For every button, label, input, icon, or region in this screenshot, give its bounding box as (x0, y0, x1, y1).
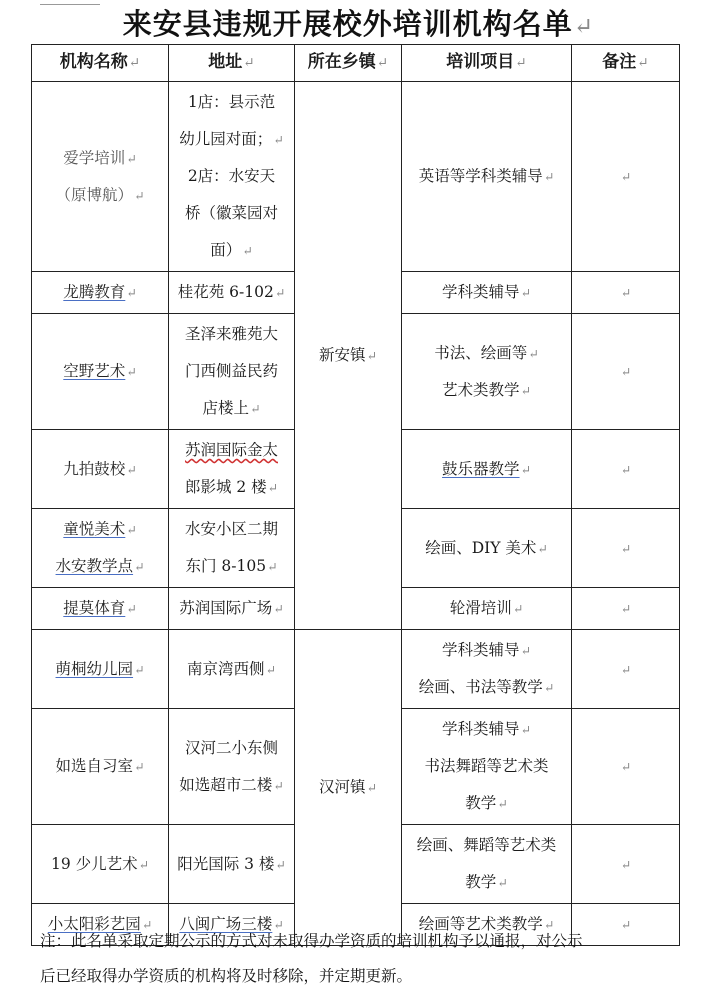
program-line: 艺术类教学↵ (442, 380, 531, 399)
training-program (402, 509, 572, 588)
address-line: 桂花苑 6-102↵ (177, 283, 286, 301)
institution-address (169, 588, 295, 630)
institution-name (32, 82, 169, 272)
footnote (40, 924, 680, 994)
program-line: 学科类辅导↵ (442, 283, 531, 301)
remark-cell: ↵ (572, 82, 680, 272)
training-program (402, 272, 572, 314)
address-line: 汉河二小东侧 (184, 738, 278, 757)
program-line: 绘画、书法等教学↵ (418, 678, 555, 696)
institution-address (169, 709, 295, 825)
remark-cell: ↵ (572, 314, 680, 430)
town-xinan: 新安镇↵ (295, 82, 402, 630)
table-row (32, 630, 680, 709)
table-row (32, 82, 680, 272)
program-line: 鼓乐器教学↵ (442, 459, 531, 478)
remark-cell: ↵ (572, 709, 680, 825)
institution-address (169, 509, 295, 588)
town-hanhe: 汉河镇↵ (295, 630, 402, 946)
institution-address (169, 825, 295, 904)
address-line: 如选超市二楼↵ (179, 775, 284, 794)
name-line: 如选自习室↵ (55, 757, 145, 775)
institution-name (32, 509, 169, 588)
name-line: （原博航）↵ (55, 185, 145, 204)
institution-name (32, 430, 169, 509)
address-line: 苏润国际广场↵ (179, 599, 284, 617)
remark-cell: ↵ (572, 272, 680, 314)
address-line: 东门 8-105↵ (185, 557, 278, 575)
institution-table (31, 44, 680, 946)
remark-cell: ↵ (572, 904, 680, 946)
training-program (402, 588, 572, 630)
program-line: 学科类辅导↵ (442, 641, 531, 659)
training-program (402, 314, 572, 430)
institution-address (169, 272, 295, 314)
name-line: 空野艺术↵ (63, 362, 137, 380)
institution-address (169, 430, 295, 509)
name-line: 小太阳彩艺园↵ (47, 915, 153, 933)
address-line: 苏润国际金太 (184, 441, 278, 459)
institution-name (32, 272, 169, 314)
institution-name (32, 588, 169, 630)
header-town: 所在乡镇↵ (295, 45, 402, 82)
institution-name (32, 630, 169, 709)
institution-address (169, 630, 295, 709)
program-line: 教学↵ (465, 873, 508, 891)
address-line: 桥（徽菜园对 (184, 204, 278, 222)
address-line: 面）↵ (210, 241, 253, 259)
table-header-row (32, 45, 680, 82)
name-line: 萌桐幼儿园↵ (55, 659, 145, 678)
institution-name (32, 314, 169, 430)
name-line: 水安教学点↵ (55, 557, 145, 575)
program-line: 绘画等艺术类教学↵ (418, 915, 555, 933)
address-line: 1店：县示范 (187, 93, 276, 111)
training-program (402, 709, 572, 825)
footnote-line: 注：此名单采取定期公示的方式对未取得办学资质的培训机构予以通报，对公示 (40, 932, 583, 950)
header-address: 地址↵ (169, 45, 295, 82)
program-line: 绘画、DIY 美术↵ (425, 538, 548, 557)
address-line: 南京湾西侧↵ (187, 659, 276, 678)
address-line: 幼儿园对面；↵ (179, 130, 284, 148)
program-line: 教学↵ (465, 794, 508, 812)
address-line: 2店：水安天 (187, 167, 276, 185)
institution-name (32, 709, 169, 825)
program-line: 书法、绘画等↵ (434, 343, 539, 362)
training-program (402, 82, 572, 272)
address-line: 圣泽来雅苑大 (184, 325, 278, 343)
name-line: 龙腾教育↵ (63, 283, 137, 301)
header-name: 机构名称↵ (32, 45, 169, 82)
document-title: 来安县违规开展校外培训机构名单↵ (122, 7, 595, 41)
remark-cell: ↵ (572, 509, 680, 588)
remark-cell: ↵ (572, 430, 680, 509)
training-program (402, 630, 572, 709)
training-program (402, 430, 572, 509)
address-line: 阳光国际 3 楼↵ (177, 854, 286, 873)
program-line: 绘画、舞蹈等艺术类 (416, 836, 557, 854)
program-line: 轮滑培训↵ (449, 599, 524, 617)
name-line: 提莫体育↵ (63, 599, 137, 617)
program-line: 学科类辅导↵ (442, 720, 531, 738)
remark-cell: ↵ (572, 588, 680, 630)
training-program (402, 825, 572, 904)
footnote-line: 后已经取得办学资质的机构将及时移除，并定期更新。 (40, 967, 413, 985)
institution-address (169, 314, 295, 430)
address-line: 水安小区二期 (184, 520, 278, 538)
program-line: 书法舞蹈等艺术类 (424, 757, 549, 775)
address-line: 门西侧益民药 (184, 362, 278, 380)
header-program: 培训项目↵ (402, 45, 572, 82)
remark-cell: ↵ (572, 630, 680, 709)
address-line: 店楼上↵ (202, 399, 261, 417)
remark-cell: ↵ (572, 825, 680, 904)
name-line: 童悦美术↵ (63, 520, 137, 538)
institution-name (32, 825, 169, 904)
name-line: 19 少儿艺术↵ (50, 854, 150, 873)
name-line: 九拍鼓校↵ (63, 459, 137, 478)
name-line: 爱学培训↵ (63, 148, 137, 167)
institution-address (169, 82, 295, 272)
address-line: 八闽广场三楼↵ (179, 915, 284, 933)
program-line: 英语等学科类辅导↵ (418, 167, 555, 185)
header-remark: 备注↵ (572, 45, 680, 82)
address-line: 郎影城 2 楼↵ (184, 478, 279, 496)
